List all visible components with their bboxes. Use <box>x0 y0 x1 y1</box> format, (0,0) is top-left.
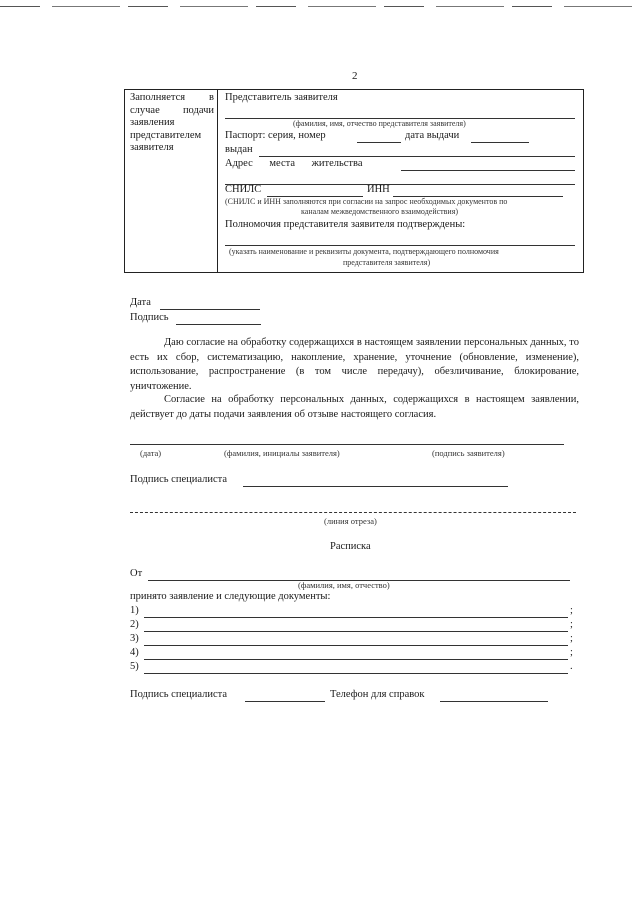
table-divider <box>217 90 218 272</box>
doc-item-1-label: 1) <box>130 605 139 616</box>
issue-date-field[interactable] <box>471 142 529 143</box>
left-cell-line-3: заявления <box>130 117 175 128</box>
doc-item-2-end: ; <box>570 619 573 630</box>
left-cell-line-5: заявителя <box>130 142 174 153</box>
doc-item-1-end: ; <box>570 605 573 616</box>
doc-item-2-field[interactable] <box>144 631 568 632</box>
date-field[interactable] <box>160 309 260 310</box>
caption-applicant-signature: (подпись заявителя) <box>432 448 505 458</box>
issued-by-field[interactable] <box>259 156 575 157</box>
representative-title: Представитель заявителя <box>225 92 338 103</box>
consent-paragraph-2: Согласие на обработку персональных данных, содержащихся в настоящем заявлении, действует до даты подачи заявления об отзыве настоящего согласия. <box>130 394 579 420</box>
doc-item-5-end: . <box>570 661 573 672</box>
address-field-line-2[interactable] <box>225 184 575 185</box>
doc-item-4-field[interactable] <box>144 659 568 660</box>
specialist-signature-field[interactable] <box>243 486 508 487</box>
authority-caption-line-2: представителя заявителя) <box>343 258 431 267</box>
snils-note-line-2: каналам межведомственного взаимодействия) <box>301 207 459 216</box>
inn-label: ИНН <box>367 184 390 195</box>
signature-field[interactable] <box>176 324 261 325</box>
left-cell-line-2: случае подачи <box>130 104 214 116</box>
left-cell-line-4: представителем <box>130 129 202 141</box>
receipt-title: Расписка <box>330 541 371 552</box>
cut-line <box>130 512 576 513</box>
doc-item-5-field[interactable] <box>144 673 568 674</box>
caption-date: (дата) <box>140 448 162 458</box>
scan-artifact-line <box>0 6 640 7</box>
footer-phone-label: Телефон для справок <box>330 689 425 700</box>
doc-item-3-end: ; <box>570 633 573 644</box>
left-cell-line-1: Заполняется в <box>130 92 214 103</box>
doc-item-3-field[interactable] <box>144 645 568 646</box>
page-number: 2 <box>352 70 358 82</box>
snils-label: СНИЛС <box>225 184 262 195</box>
doc-item-1-field[interactable] <box>144 617 568 618</box>
from-label: От <box>130 568 143 579</box>
from-caption: (фамилия, имя, отчество) <box>298 580 390 590</box>
date-label: Дата <box>130 297 151 308</box>
doc-item-4-label: 4) <box>130 647 139 658</box>
consent-paragraph-1: Даю согласие на обработку содержащихся в настоящем заявлении персональных данных, то есть их сбор, систематизацию, накопление, хранение, уточнение (обновление, изменение), использование, распространение (в том числе передачу), обезличивание, блокирование, уничтожение. <box>130 337 579 392</box>
doc-item-4-end: ; <box>570 647 573 658</box>
footer-specialist-label: Подпись специалиста <box>130 689 228 700</box>
footer-phone-field[interactable] <box>440 701 548 702</box>
issued-by-label: выдан <box>225 144 253 155</box>
snils-note-line-1: (СНИЛС и ИНН заполняются при согласии на запрос необходимых документов по <box>225 197 508 206</box>
authority-caption-line-1: (указать наименование и реквизиты документа, подтверждающего полномочия <box>229 247 499 256</box>
applicant-signature-line[interactable] <box>130 444 564 445</box>
passport-label: Паспорт: серия, номер <box>225 130 326 141</box>
caption-applicant-name: (фамилия, инициалы заявителя) <box>224 448 340 458</box>
passport-number-field[interactable] <box>357 142 401 143</box>
doc-item-2-label: 2) <box>130 619 139 630</box>
doc-item-5-label: 5) <box>130 661 139 672</box>
specialist-signature-label: Подпись специалиста <box>130 474 228 485</box>
cut-line-caption: (линия отреза) <box>324 516 377 526</box>
table-left-cell <box>130 92 214 155</box>
authority-label: Полномочия представителя заявителя подтверждены: <box>225 219 466 230</box>
address-field[interactable] <box>401 170 575 171</box>
signature-label: Подпись <box>130 312 169 323</box>
accepted-text: принято заявление и следующие документы: <box>130 591 331 602</box>
doc-item-3-label: 3) <box>130 633 139 644</box>
representative-fio-caption: (фамилия, имя, отчество представителя заявителя) <box>293 119 466 128</box>
issue-date-label: дата выдачи <box>405 130 460 141</box>
address-label: Адрес места жительства <box>225 158 363 169</box>
footer-specialist-field[interactable] <box>245 701 325 702</box>
representative-table <box>124 89 584 273</box>
authority-document-field[interactable] <box>225 245 575 246</box>
